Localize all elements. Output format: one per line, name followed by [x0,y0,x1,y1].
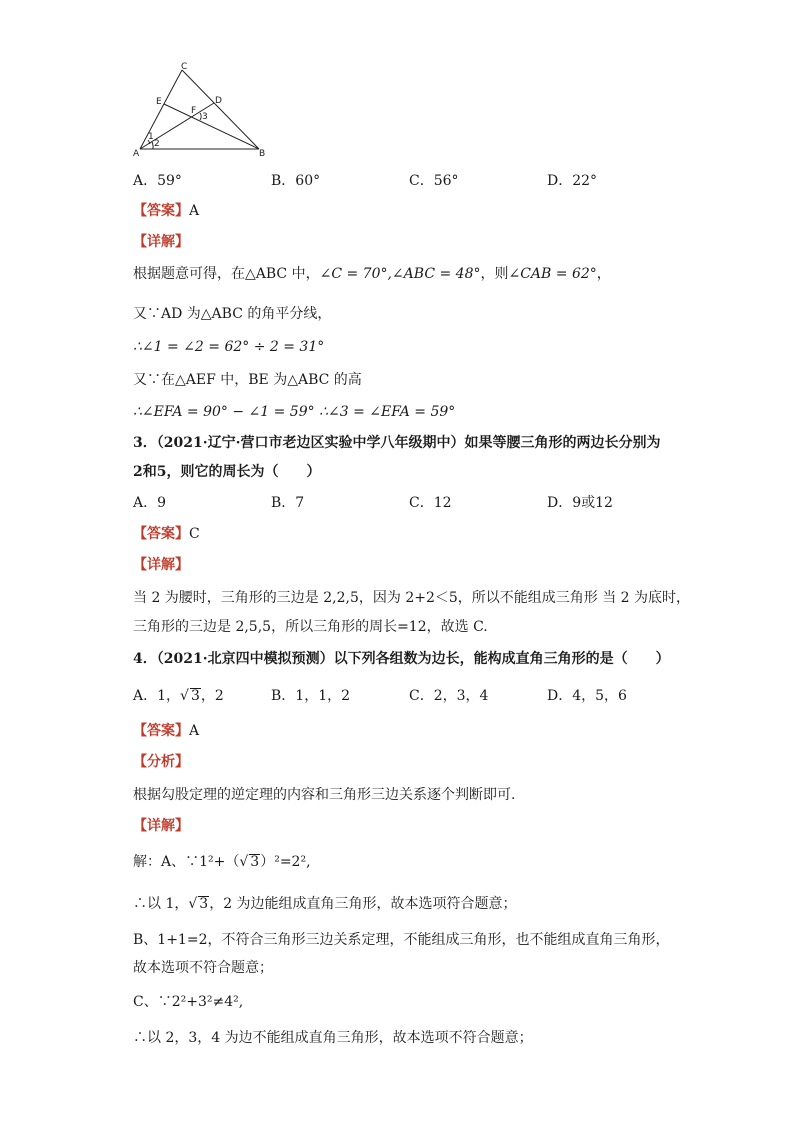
text: ， [596,266,611,282]
sqrt-icon: √ [180,688,189,704]
label-1: 1 [148,132,154,142]
q3-detail-line-1: 当 2 为腰时，三角形的三边是 2,2,5，因为 2+2＜5，所以不能组成三角形 当 2 为底时， [133,590,691,606]
math-expression: ∠C = 70°,∠ABC = 48° [319,266,481,282]
q2-option-a: A．59° [133,173,182,189]
q4-stem: 4．（2021·北京四中模拟预测）以下列各组数为边长，能构成直角三角形的是（ ） [133,651,670,667]
radicand: 3 [190,688,200,704]
text: ，2 为边能组成直角三角形，故本选项符合题意； [209,896,517,912]
q3-detail-tag: 【详解】 [133,557,189,573]
q4-analysis: 根据勾股定理的逆定理的内容和三角形三边关系逐个判断即可. [133,787,516,803]
label-b: B [259,149,266,159]
q4-answer [133,721,199,741]
q3-option-a: A．9 [133,495,167,511]
q4-detail-tag: 【详解】 [133,818,189,834]
q4-option-c: C．2，3，4 [409,688,489,704]
angle-mark-2 [152,142,153,149]
label-2: 2 [154,139,160,149]
q2-answer [133,201,199,221]
q3-option-d: D．9或12 [547,495,613,511]
answer-value: A [189,203,200,219]
angle-mark-3 [200,113,201,120]
label-e: E [156,97,162,107]
q3-option-c: C．12 [409,495,452,511]
text: ，则 [480,266,509,282]
q2-detail-line-4: 又∵在△AEF 中，BE 为△ABC 的高 [133,372,362,388]
answer-tag: 【答案】 [133,526,189,542]
q4-option-a [133,686,224,706]
label-3: 3 [202,112,208,122]
q3-stem-line-1: 3．（2021·辽宁·营口市老边区实验中学八年级期中）如果等腰三角形的两边长分别为 [133,435,661,451]
answer-tag: 【答案】 [133,723,189,739]
q4-detail-line-3: B、1+1=2，不符合三角形三边关系定理，不能组成三角形，也不能组成直角三角形， [133,932,670,948]
q4-option-b: B．1，1，2 [271,688,351,704]
segment-be [164,104,259,149]
text: A．1， [133,688,181,704]
label-f: F [191,106,197,116]
q2-detail-line-3: ∴∠1 = ∠2 = 62° ÷ 2 = 31° [133,339,325,355]
q3-stem-line-2: 2和5，则它的周长为（ ） [133,464,321,480]
q2-detail-tag: 【详解】 [133,234,189,250]
triangle-figure [128,60,273,160]
text: 根据题意可得，在△ABC 中， [133,266,320,282]
text: ）²=2², [260,854,311,870]
q3-answer [133,524,200,544]
q2-detail-line-5: ∴∠EFA = 90° − ∠1 = 59° ∴∠3 = ∠EFA = 59° [133,404,456,420]
answer-tag: 【答案】 [133,203,189,219]
q2-option-c: C．56° [409,173,459,189]
text: ，2 [200,688,224,704]
q4-analysis-tag: 【分析】 [133,754,189,770]
q3-detail-line-2: 三角形的三边是 2,5,5，所以三角形的周长=12，故选 C. [133,619,488,635]
q4-detail-line-2 [133,894,517,914]
sqrt-icon: √ [188,896,198,912]
q3-option-b: B．7 [271,495,305,511]
q2-option-b: B．60° [271,173,321,189]
label-d: D [215,96,222,106]
q4-detail-line-1 [133,852,311,872]
q4-detail-line-6: ∴以 2，3，4 为边不能组成直角三角形，故本选项不符合题意； [133,1030,533,1046]
q2-detail-line-1 [133,264,611,284]
label-c: C [181,62,188,72]
radicand: 3 [250,854,260,870]
sqrt-icon: √ [239,854,249,870]
answer-value: A [189,723,200,739]
radicand: 3 [199,896,209,912]
label-a: A [133,149,140,159]
q4-option-d: D．4，5，6 [547,688,627,704]
q2-detail-line-2: 又∵AD 为△ABC 的角平分线， [133,306,332,322]
q4-detail-line-4: 故本选项不符合题意； [133,960,273,976]
text: 解：A、∵1²+（ [133,854,240,870]
q4-detail-line-5: C、∵2²+3²≠4², [133,994,244,1010]
math-expression: ∠CAB = 62° [508,266,597,282]
answer-value: C [189,526,200,542]
q2-option-d: D．22° [547,173,598,189]
text: ∴以 1， [133,896,189,912]
